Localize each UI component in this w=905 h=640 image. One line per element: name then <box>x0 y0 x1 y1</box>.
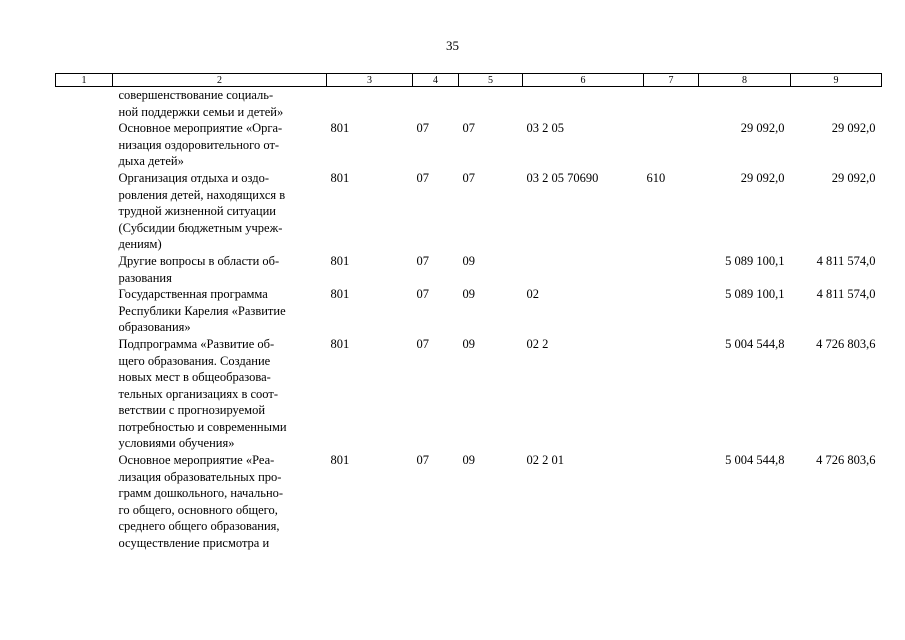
header-col-4: 4 <box>413 74 459 87</box>
cell-sum-2: 4 811 574,0 <box>816 287 876 302</box>
cell-subsection: 09 <box>462 453 475 468</box>
cell-name: Подпрограмма «Развитие об- щего образования. Создание новых мест в общеобразова- тельных организациях в соот- ветствии с прогнозируемой потребностью и современными условиями обучения» <box>118 336 287 451</box>
cell-name: Другие вопросы в области об- разования <box>118 253 280 285</box>
cell-target: 03 2 05 70690 <box>526 170 599 185</box>
page-number: 35 <box>446 38 459 53</box>
cell-code <box>327 87 413 121</box>
table-row <box>56 87 882 121</box>
cell-target: 02 2 01 <box>526 453 564 468</box>
cell-code: 801 <box>330 170 350 185</box>
cell-name: Основное мероприятие «Орга- низация оздоровительного от- дыха детей» <box>118 121 283 169</box>
header-col-6: 6 <box>523 74 644 87</box>
cell-blank <box>56 286 113 336</box>
cell-expense <box>644 286 699 336</box>
cell-subsection: 09 <box>462 287 475 302</box>
cell-blank <box>56 336 113 452</box>
table-row <box>56 286 882 336</box>
table-row <box>56 170 882 253</box>
cell-code: 801 <box>330 336 350 351</box>
cell-sum-2: 29 092,0 <box>831 121 876 136</box>
cell-blank <box>56 170 113 253</box>
cell-subsection: 09 <box>462 253 475 268</box>
cell-blank <box>56 120 113 170</box>
cell-subsection: 09 <box>462 336 475 351</box>
cell-section: 07 <box>416 121 429 136</box>
cell-sum-2: 4 726 803,6 <box>816 336 876 351</box>
cell-expense <box>644 87 699 121</box>
cell-expense <box>644 336 699 452</box>
header-col-7: 7 <box>644 74 699 87</box>
cell-code: 801 <box>330 453 350 468</box>
cell-code: 801 <box>330 253 350 268</box>
cell-code: 801 <box>330 287 350 302</box>
cell-blank <box>56 452 113 552</box>
cell-sum-1: 29 092,0 <box>740 121 785 136</box>
header-col-5: 5 <box>459 74 523 87</box>
cell-sum-1: 5 089 100,1 <box>725 287 785 302</box>
cell-section: 07 <box>416 336 429 351</box>
table-body <box>56 87 882 552</box>
cell-name: Основное мероприятие «Реа- лизация образовательных про- грамм дошкольного, начально- го общего, основного общего, среднего общего образования, осуществление присмотра и <box>118 453 284 551</box>
cell-sum-1: 5 004 544,8 <box>725 336 785 351</box>
cell-sum-1: 5 089 100,1 <box>725 253 785 268</box>
cell-sum-2: 4 811 574,0 <box>816 253 876 268</box>
table-row <box>56 253 882 286</box>
header-col-8: 8 <box>699 74 791 87</box>
cell-section: 07 <box>416 453 429 468</box>
cell-target: 02 2 <box>526 336 549 351</box>
cell-subsection: 07 <box>462 121 475 136</box>
header-col-2: 2 <box>113 74 327 87</box>
cell-target <box>523 87 644 121</box>
header-row <box>56 74 882 87</box>
cell-sum-1: 5 004 544,8 <box>725 453 785 468</box>
cell-expense <box>644 452 699 552</box>
table-row <box>56 336 882 452</box>
cell-subsection: 07 <box>462 170 475 185</box>
cell-sum-2: 4 726 803,6 <box>816 453 876 468</box>
header-col-3: 3 <box>327 74 413 87</box>
table-row <box>56 120 882 170</box>
cell-name: Государственная программа Республики Карелия «Развитие образования» <box>118 287 286 335</box>
table-row <box>56 452 882 552</box>
cell-target <box>523 253 644 286</box>
cell-sum-2: 29 092,0 <box>831 170 876 185</box>
cell-expense <box>644 253 699 286</box>
cell-name: совершенствование социаль- ной поддержки семьи и детей» <box>118 88 284 119</box>
cell-expense <box>644 120 699 170</box>
budget-table <box>55 73 882 552</box>
cell-section <box>413 87 459 121</box>
table-header <box>56 74 882 87</box>
cell-blank <box>56 87 113 121</box>
header-col-1: 1 <box>56 74 113 87</box>
header-col-9: 9 <box>791 74 882 87</box>
cell-section: 07 <box>416 170 429 185</box>
cell-target: 02 <box>526 287 539 302</box>
cell-section: 07 <box>416 287 429 302</box>
cell-section: 07 <box>416 253 429 268</box>
cell-blank <box>56 253 113 286</box>
cell-code: 801 <box>330 121 350 136</box>
cell-target: 03 2 05 <box>526 121 564 136</box>
cell-subsection <box>459 87 523 121</box>
cell-sum-1 <box>699 87 791 121</box>
cell-expense: 610 <box>646 170 666 185</box>
cell-sum-1: 29 092,0 <box>740 170 785 185</box>
cell-name: Организация отдыха и оздо- ровления детей, находящихся в трудной жизненной ситуации (Субсидии бюджетным учреж- дениям) <box>118 170 286 252</box>
cell-sum-2 <box>791 87 882 121</box>
